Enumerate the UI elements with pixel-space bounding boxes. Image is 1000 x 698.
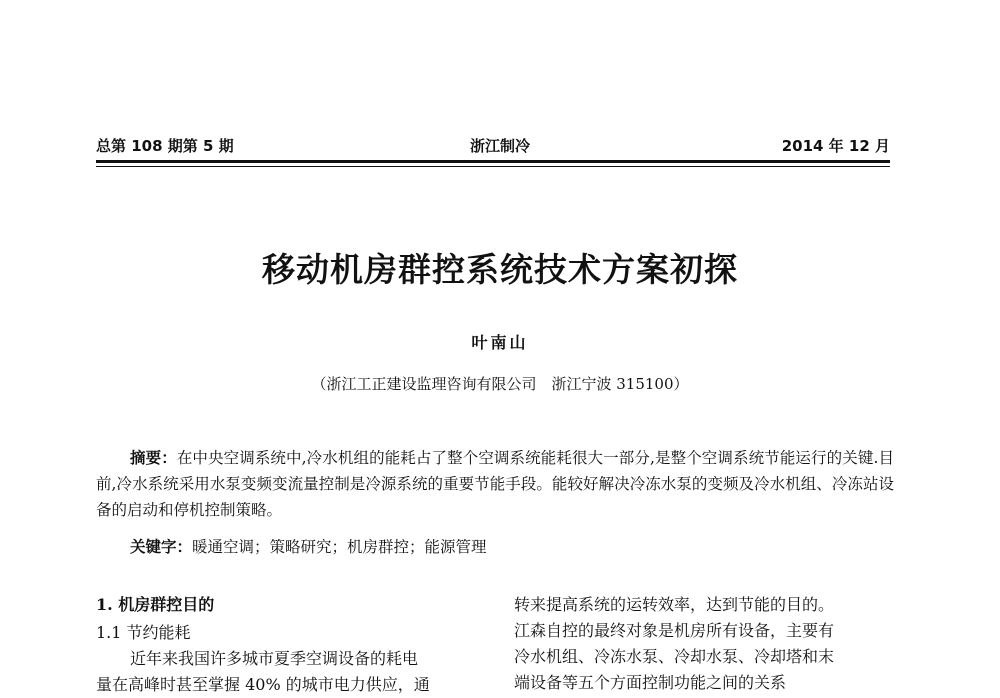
body-text-line: 转来提高系统的运转效率，达到节能的目的。 — [514, 595, 835, 614]
header-rule-thick — [96, 160, 890, 163]
keywords-label: 关键字： — [130, 537, 193, 556]
subsection-heading: 1.1 节约能耗 — [96, 623, 191, 642]
body-text-line: 冷水机组、冷冻水泵、冷却水泵、冷却塔和末 — [514, 647, 835, 666]
keywords — [130, 535, 487, 557]
section-heading: 1. 机房群控目的 — [96, 595, 215, 614]
body-text-line: 江森自控的最终对象是机房所有设备，主要有 — [514, 621, 835, 640]
right-column — [514, 592, 900, 696]
body-text-line: 量在高峰时甚至掌握 40% 的城市电力供应，通 — [96, 675, 430, 694]
keywords-text: 暖通空调；策略研究；机房群控；能源管理 — [192, 538, 487, 556]
article-title: 移动机房群控系统技术方案初探 — [262, 250, 738, 289]
body-text-line: 端设备等五个方面控制功能之间的关系 — [514, 673, 787, 692]
author-affiliation: （浙江工正建设监理咨询有限公司 浙江宁波 315100） — [311, 375, 689, 393]
abstract-label: 摘要： — [130, 448, 177, 467]
abstract — [96, 445, 894, 523]
journal-name: 浙江制冷 — [469, 137, 530, 155]
issue-number: 总第 108 期第 5 期 — [96, 137, 234, 155]
author-name: 叶南山 — [471, 333, 529, 352]
issue-date: 2014 年 12 月 — [781, 137, 890, 155]
header-rule-thin — [96, 166, 890, 167]
body-text-line: 近年来我国许多城市夏季空调设备的耗电 — [130, 649, 419, 668]
abstract-text: 在中央空调系统中,冷水机组的能耗占了整个空调系统能耗很大一部分,是整个空调系统节能运行的关键.目前,冷水系统采用水泵变频变流量控制是冷源系统的重要节能手段。能较好解决冷冻水泵的变频及冷水机组、冷冻站设备的启动和停机控制策略。 — [96, 449, 894, 519]
